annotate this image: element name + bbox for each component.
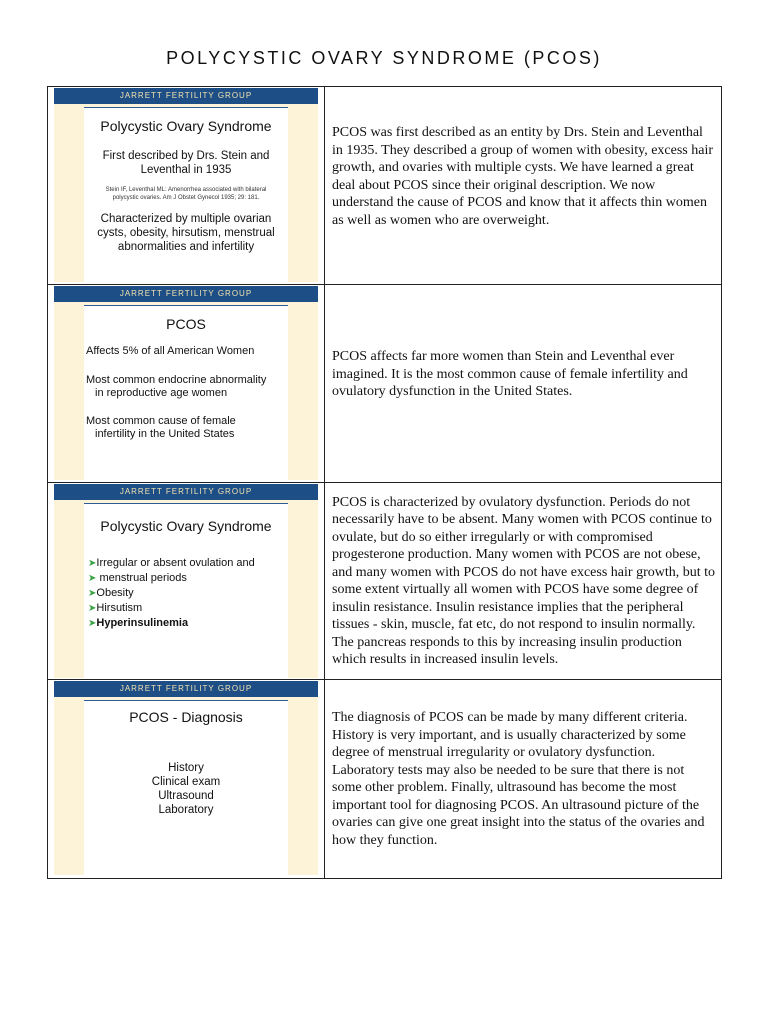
slide-text: Hyperinsulinemia: [96, 617, 189, 629]
slide-text: Ultrasound: [158, 790, 214, 802]
slide-content: [84, 108, 288, 282]
slide-content: [84, 306, 288, 480]
slide-content: [84, 701, 288, 875]
slide-header-band: JARRETT FERTILITY GROUP: [54, 484, 318, 500]
slide-text: Clinical exam: [151, 776, 221, 788]
slide-paragraph: [84, 415, 288, 442]
arrow-bullet-icon: ➤: [88, 588, 97, 599]
slide-text: First described by Drs. Stein and: [102, 150, 270, 162]
notes-text: The diagnosis of PCOS can be made by many different criteria. History is very important, and is usually characterized by some degree of menstrual irregularity or ovulatory dysfunction. Laboratory tests may also be needed to be sure that there is not some other problem. Finally, ultrasound has become the most important tool for diagnosing PCOS. An ultrasound picture of the ovaries can give one great insight into the status of the ovaries and how they function.: [332, 710, 705, 848]
slide-bullet: [88, 586, 288, 601]
slide-line: [84, 149, 288, 177]
slide-bullet-list: [84, 556, 288, 631]
slide-bullet: [88, 601, 288, 616]
notes-text: PCOS is characterized by ovulatory dysfunction. Periods do not necessarily have to be absent. Many women with PCOS continue to ovulate, but do so either irregularly or with compromised progesterone production. Many women with PCOS are not obese, and many women with PCOS do not have excess hair growth, but to some extent virtually all women with PCOS have some degree of insulin resistance. Insulin resistance implies that the peripheral tissues - skin, muscle, fat etc, do not respond to insulin normally. The pancreas responds to this by increasing insulin production which results in increased insulin levels.: [332, 494, 716, 667]
slide-list: [84, 761, 288, 817]
slide-title: PCOS - Diagnosis: [129, 709, 243, 725]
slide-cell: [48, 483, 325, 679]
slide-paragraph: Affects 5% of all American Women: [86, 345, 255, 357]
slide-bullet: [88, 616, 288, 631]
slide-paragraph: [84, 374, 288, 401]
slide-reference: [84, 186, 288, 202]
table-row: [48, 285, 721, 483]
notes-cell: [325, 680, 721, 878]
notes-cell: [325, 483, 721, 679]
slide-text: Leventhal in 1935: [140, 164, 232, 176]
slide-bullet: [88, 571, 288, 586]
slide-text: infertility in the United States: [95, 428, 235, 440]
slide-header-band: JARRETT FERTILITY GROUP: [54, 681, 318, 697]
notes-cell: [325, 285, 721, 482]
slide-title: Polycystic Ovary Syndrome: [100, 518, 272, 534]
slide-text: Laboratory: [158, 804, 214, 816]
notes-text: PCOS was first described as an entity by Drs. Stein and Leventhal in 1935. They described a group of women with obesity, excess hair growth, and ovaries with multiple cysts. We have learned a great deal about PCOS since their original description. We now understand the cause of PCOS and know that it affects thin women as well as women who are overweight.: [332, 125, 714, 228]
slide-cell: [48, 680, 325, 878]
table-row: [48, 680, 721, 878]
slide-text: Most common cause of female: [86, 414, 236, 427]
slide-reference-line: Stein IF, Leventhal ML: Amenorrhea associated with bilateral: [105, 187, 267, 193]
page-title: POLYCYSTIC OVARY SYNDROME (PCOS): [166, 48, 602, 68]
slide-text: Obesity: [96, 587, 134, 599]
handout-table: [47, 86, 722, 879]
slide-header-band: JARRETT FERTILITY GROUP: [54, 88, 318, 104]
slide-header-band: JARRETT FERTILITY GROUP: [54, 286, 318, 302]
slide-bullet: [88, 556, 288, 571]
notes-cell: [325, 87, 721, 284]
slide-text: menstrual periods: [96, 572, 187, 584]
arrow-bullet-icon: ➤: [88, 558, 97, 569]
slide-text: abnormalities and infertility: [117, 241, 255, 253]
slide-text: in reproductive age women: [95, 387, 228, 399]
notes-text: PCOS affects far more women than Stein and Leventhal ever imagined. It is the most common cause of female infertility and ovulatory dysfunction in the United States.: [332, 349, 688, 400]
slide-title: Polycystic Ovary Syndrome: [100, 118, 272, 134]
slide-reference-line: polycystic ovaries. Am J Obstet Gynecol 1935; 29: 181.: [112, 195, 260, 201]
slide-thumbnail: [54, 681, 318, 875]
slide-cell: [48, 285, 325, 482]
slide-text: Characterized by multiple ovarian: [100, 213, 272, 225]
slide-text: Most common endocrine abnormality: [86, 373, 267, 386]
slide-text: Irregular or absent ovulation and: [96, 557, 255, 569]
arrow-bullet-icon: ➤: [88, 618, 97, 629]
slide-cell: [48, 87, 325, 284]
slide-text: History: [168, 762, 204, 774]
slide-thumbnail: [54, 286, 318, 480]
table-row: [48, 483, 721, 680]
slide-description: [84, 212, 288, 254]
slide-thumbnail: [54, 484, 318, 678]
arrow-bullet-icon: ➤: [88, 603, 97, 614]
arrow-bullet-icon: ➤: [88, 573, 97, 584]
slide-content: [84, 504, 288, 678]
table-row: [48, 87, 721, 285]
slide-text: cysts, obesity, hirsutism, menstrual: [97, 227, 275, 239]
slide-text: Hirsutism: [96, 602, 143, 614]
slide-title: PCOS: [166, 316, 206, 332]
slide-thumbnail: [54, 88, 318, 282]
